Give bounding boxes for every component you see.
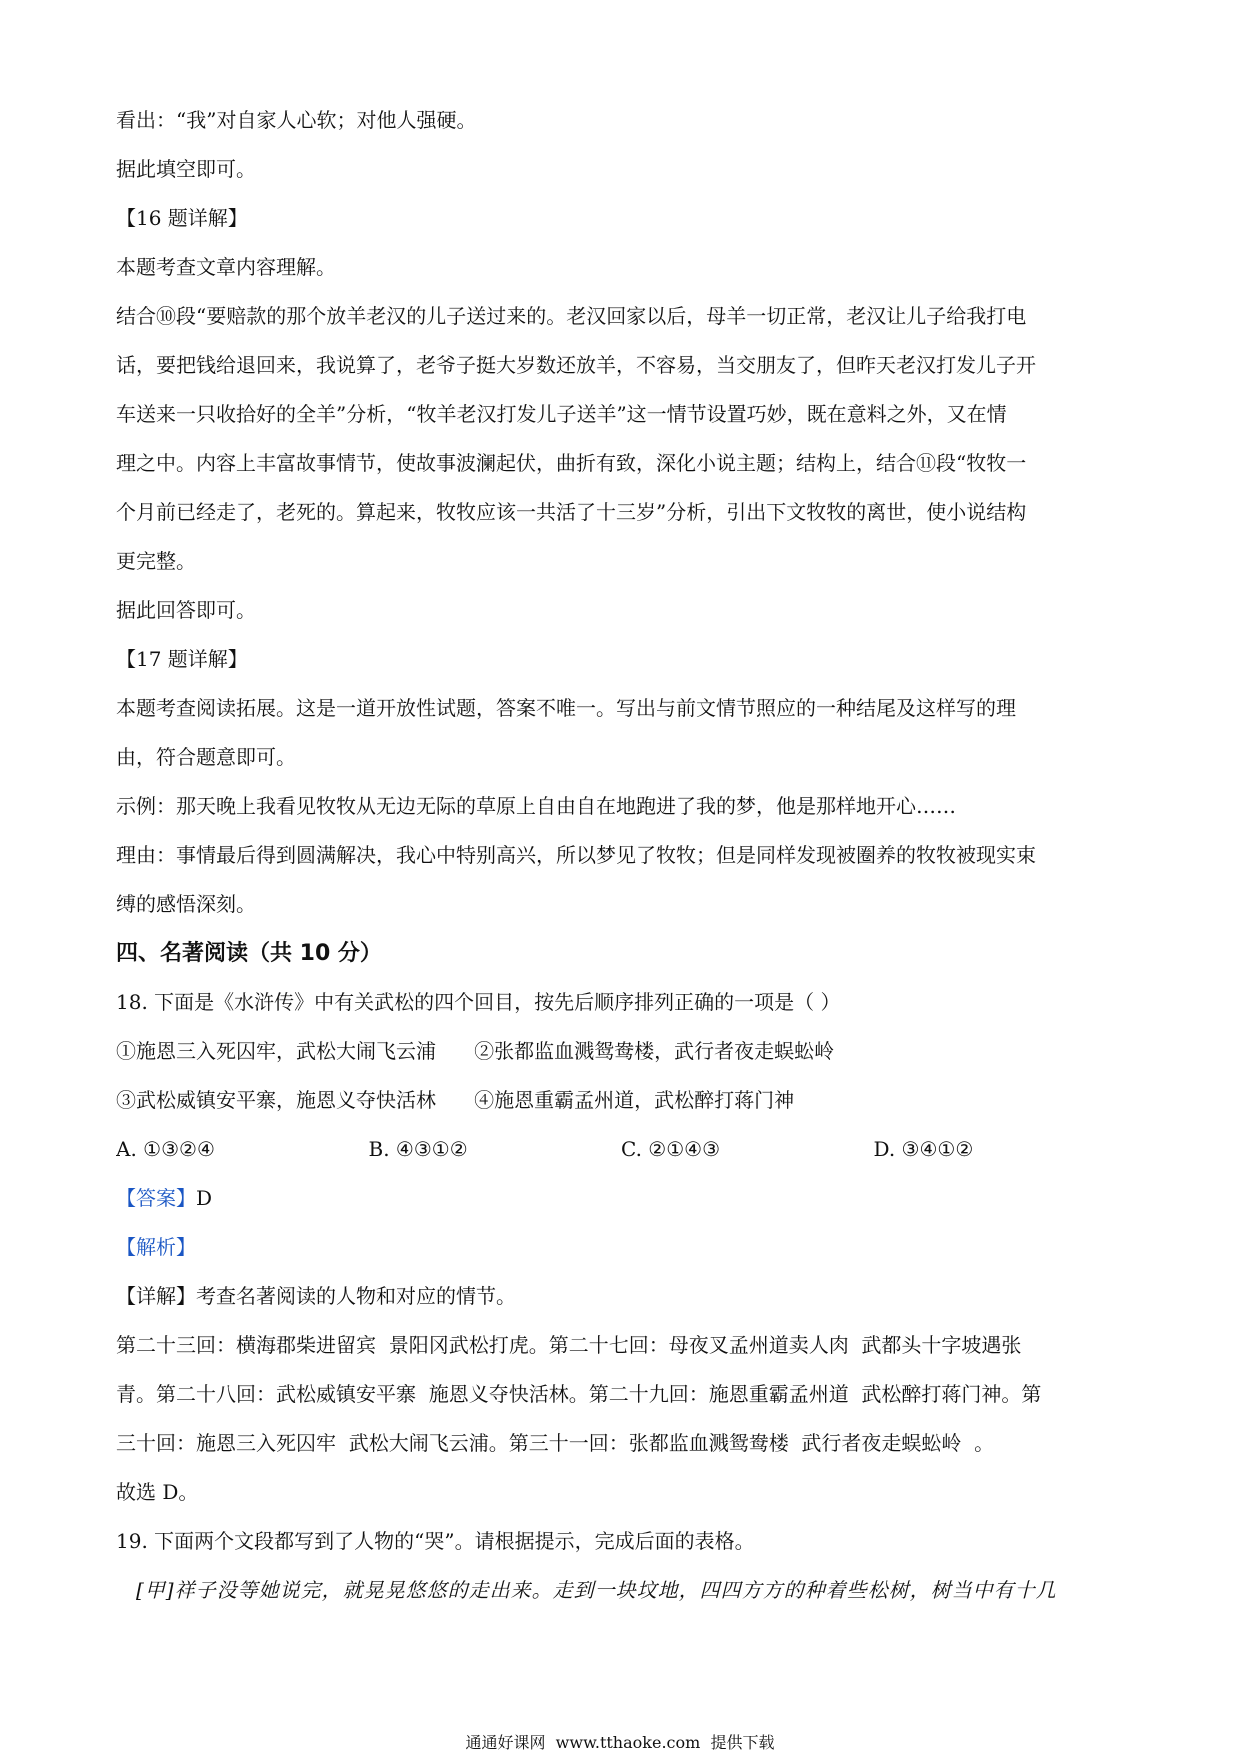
text-line: 据此填空即可。 xyxy=(116,157,256,181)
answer-line xyxy=(116,1174,1126,1223)
text-line: 更完整。 xyxy=(116,549,196,573)
section-heading: 四、名著阅读（共 10 分） xyxy=(116,941,382,966)
q19-stem: 19. 下面两个文段都写到了人物的“哭”。请根据提示，完成后面的表格。 xyxy=(116,1529,755,1553)
text-line: 本题考查文章内容理解。 xyxy=(116,255,336,279)
text-line: 本题考查阅读拓展。这是一道开放性试题，答案不唯一。写出与前文情节照应的一种结尾及这样写的理 xyxy=(116,696,1016,720)
page-footer: 通通好课网 www.tthaoke.com 提供下载 xyxy=(465,1733,775,1752)
answer-value: D xyxy=(196,1186,213,1210)
option-b: B. ④③①② xyxy=(368,1137,468,1161)
q18-stem: 18. 下面是《水浒传》中有关武松的四个回目，按先后顺序排列正确的一项是（ ） xyxy=(116,990,841,1014)
text-line: 结合⑩段“要赔款的那个放羊老汉的儿子送过来的。老汉回家以后，母羊一切正常，老汉让儿子给我打电 xyxy=(116,304,1027,328)
text-line: 三十回：施恩三入死囚牢 武松大闹飞云浦。第三十一回：张都监血溅鸳鸯楼 武行者夜走蜈蚣岭 。 xyxy=(116,1431,995,1455)
text-line: 话，要把钱给退回来，我说算了，老爷子挺大岁数还放羊，不容易，当交朋友了，但昨天老汉打发儿子开 xyxy=(116,353,1036,377)
option-c: C. ②①④③ xyxy=(621,1137,721,1161)
text-line: 示例：那天晚上我看见牧牧从无边无际的草原上自由自在地跑进了我的梦，他是那样地开心…… xyxy=(116,794,956,818)
text-line: 青。第二十八回：武松威镇安平寨 施恩义夺快活林。第二十九回：施恩重霸孟州道 武松醉打蒋门神。第 xyxy=(116,1382,1042,1406)
q18-options xyxy=(116,1125,1126,1174)
text-line: 据此回答即可。 xyxy=(116,598,256,622)
q18-items-row: ③武松威镇安平寨，施恩义夺快活林 ④施恩重霸孟州道，武松醉打蒋门神 xyxy=(116,1088,795,1112)
text-line: 车送来一只收拾好的全羊”分析，“牧羊老汉打发儿子送羊”这一情节设置巧妙，既在意料之外，又在情 xyxy=(116,402,1007,426)
q17-detail-label: 【17 题详解】 xyxy=(116,647,248,671)
q18-items-row: ①施恩三入死囚牢，武松大闹飞云浦 ②张都监血溅鸳鸯楼，武行者夜走蜈蚣岭 xyxy=(116,1039,835,1063)
conclusion-line: 故选 D。 xyxy=(116,1480,199,1504)
text-line: 缚的感悟深刻。 xyxy=(116,892,256,916)
q16-detail-label: 【16 题详解】 xyxy=(116,206,248,230)
q19-passage: [甲]祥子没等她说完，就晃晃悠悠的走出来。走到一块坟地，四四方方的种着些松树，树当中有十几 xyxy=(136,1578,1057,1602)
document-page xyxy=(116,96,1126,1615)
text-line: 看出：“我”对自家人心软；对他人强硬。 xyxy=(116,108,477,132)
detail-line: 【详解】考查名著阅读的人物和对应的情节。 xyxy=(116,1284,516,1308)
text-line: 第二十三回：横海郡柴进留宾 景阳冈武松打虎。第二十七回：母夜叉孟州道卖人肉 武都头十字坡遇张 xyxy=(116,1333,1022,1357)
answer-label: 【答案】 xyxy=(116,1186,196,1210)
text-line: 由，符合题意即可。 xyxy=(116,745,296,769)
text-line: 理之中。内容上丰富故事情节，使故事波澜起伏，曲折有致，深化小说主题；结构上，结合⑪段“牧牧一 xyxy=(116,451,1027,475)
option-a: A. ①③②④ xyxy=(116,1137,215,1161)
option-d: D. ③④①② xyxy=(873,1137,974,1161)
text-line: 个月前已经走了，老死的。算起来，牧牧应该一共活了十三岁”分析，引出下文牧牧的离世，使小说结构 xyxy=(116,500,1027,524)
analysis-label: 【解析】 xyxy=(116,1235,196,1259)
text-line: 理由：事情最后得到圆满解决，我心中特别高兴，所以梦见了牧牧；但是同样发现被圈养的牧牧被现实束 xyxy=(116,843,1036,867)
